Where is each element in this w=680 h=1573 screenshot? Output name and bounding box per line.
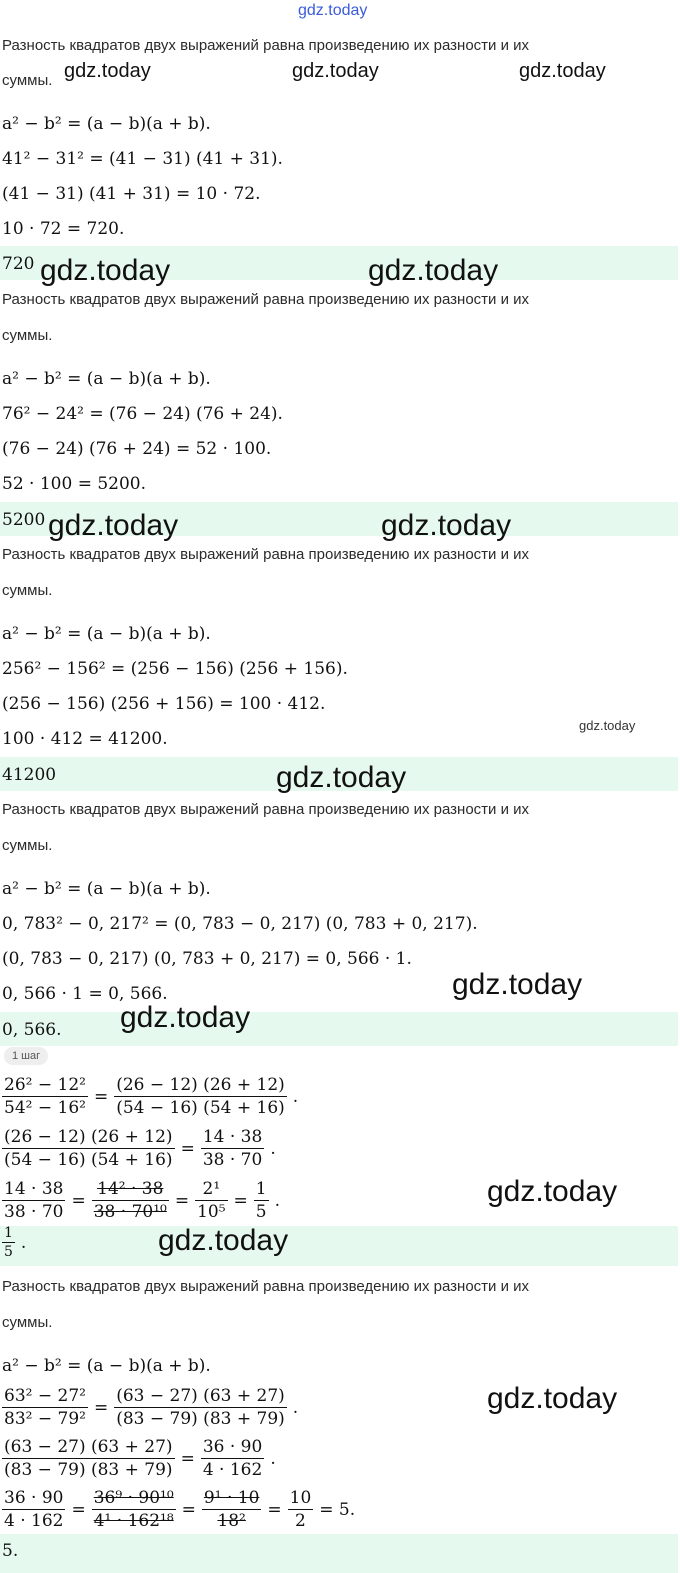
- answer-text: 41200: [2, 765, 57, 785]
- denominator: 54² − 16²: [4, 1098, 86, 1118]
- numerator: 14 · 38: [4, 1179, 64, 1199]
- fraction-row: [2, 1074, 298, 1119]
- denominator: 4¹ · 162¹⁸: [93, 1511, 174, 1531]
- period: .: [20, 1232, 27, 1253]
- denominator: 5: [4, 1244, 13, 1260]
- intro-end-text: суммы.: [2, 582, 53, 599]
- numerator: (63 − 27) (63 + 27): [4, 1437, 173, 1457]
- solution-line: (0, 783 − 0, 217) (0, 783 + 0, 217) = 0, 566 · 1.: [2, 949, 412, 969]
- period: .: [270, 1138, 276, 1159]
- denominator: (54 − 16) (54 + 16): [116, 1098, 285, 1118]
- watermark: gdz.today: [487, 1175, 618, 1208]
- solution-line: (41 − 31) (41 + 31) = 10 · 72.: [2, 184, 261, 204]
- equals-sign: =: [180, 1448, 195, 1469]
- numerator: 36⁹ · 90¹⁰: [93, 1488, 174, 1508]
- watermark: gdz.today: [381, 509, 512, 542]
- fraction: [114, 1074, 287, 1119]
- watermark: gdz.today: [40, 254, 171, 287]
- period: .: [274, 1190, 281, 1211]
- formula-line: a² − b² = (a − b)(a + b).: [2, 114, 211, 134]
- solution-line: 76² − 24² = (76 − 24) (76 + 24).: [2, 404, 283, 424]
- intro-end-text: суммы.: [2, 837, 53, 854]
- cancelled-fraction: [92, 1487, 176, 1532]
- equals-sign: =: [71, 1499, 86, 1520]
- denominator: 4 · 162: [4, 1511, 64, 1531]
- numerator: 63² − 27²: [4, 1386, 86, 1406]
- denominator: 10⁵: [197, 1202, 226, 1222]
- numerator: 2¹: [195, 1178, 227, 1201]
- watermark: gdz.today: [368, 254, 499, 287]
- watermark: gdz.today: [48, 509, 179, 542]
- watermark: gdz.today: [158, 1224, 289, 1257]
- period: .: [270, 1448, 276, 1469]
- fraction: [114, 1385, 287, 1430]
- fraction: [288, 1487, 314, 1532]
- intro-text: Разность квадратов двух выражений равна произведению их разности и их: [2, 291, 530, 308]
- fraction-row: [2, 1487, 355, 1532]
- fraction: [2, 1487, 65, 1532]
- equals-sign: =: [267, 1499, 282, 1520]
- fraction-row: [2, 1436, 276, 1481]
- solution-line: (256 − 156) (256 + 156) = 100 · 412.: [2, 694, 326, 714]
- answer-bar: [0, 1534, 678, 1573]
- fraction: [201, 1126, 264, 1171]
- numerator: 14² · 38: [92, 1178, 169, 1201]
- intro-end-text: суммы.: [2, 327, 53, 344]
- fraction: [2, 1224, 15, 1261]
- formula-line: a² − b² = (a − b)(a + b).: [2, 1356, 211, 1376]
- fraction: [254, 1178, 269, 1223]
- cancelled-fraction: [202, 1487, 261, 1532]
- answer-text: 0, 566.: [2, 1020, 62, 1040]
- fraction: [2, 1436, 175, 1481]
- numerator: 1: [4, 1225, 13, 1241]
- fraction-row: [2, 1385, 298, 1430]
- denominator: 83² − 79²: [4, 1409, 86, 1429]
- formula-line: a² − b² = (a − b)(a + b).: [2, 879, 211, 899]
- equals-sign: =: [174, 1190, 190, 1211]
- numerator: 26² − 12²: [4, 1075, 86, 1095]
- intro-text: Разность квадратов двух выражений равна произведению их разности и их: [2, 1278, 530, 1295]
- answer-text: 720: [2, 254, 35, 274]
- solution-line: 0, 566 · 1 = 0, 566.: [2, 984, 168, 1004]
- fraction-row: [2, 1126, 276, 1171]
- solution-line: 100 · 412 = 41200.: [2, 729, 168, 749]
- denominator: 4 · 162: [202, 1460, 263, 1480]
- denominator: 38 · 70¹⁰: [93, 1202, 167, 1222]
- answer-text: 5.: [2, 1541, 19, 1561]
- period: .: [292, 1397, 299, 1418]
- intro-end-text: суммы.: [2, 1314, 53, 1331]
- fraction: [2, 1074, 88, 1119]
- equals-sign: =: [233, 1190, 248, 1211]
- denominator: (54 − 16) (54 + 16): [4, 1150, 173, 1170]
- numerator: 10: [289, 1488, 312, 1508]
- cancelled-fraction: [92, 1178, 169, 1223]
- fraction: [2, 1178, 65, 1223]
- fraction: [2, 1385, 88, 1430]
- numerator: (26 − 12) (26 + 12): [116, 1075, 285, 1095]
- numerator: 9¹ · 10: [203, 1488, 260, 1508]
- equals-sign: =: [93, 1397, 109, 1418]
- solution-line: 52 · 100 = 5200.: [2, 474, 147, 494]
- formula-line: a² − b² = (a − b)(a + b).: [2, 624, 211, 644]
- numerator: (26 − 12) (26 + 12): [4, 1127, 173, 1147]
- intro-text: Разность квадратов двух выражений равна произведению их разности и их: [2, 801, 530, 818]
- formula-line: a² − b² = (a − b)(a + b).: [2, 369, 211, 389]
- denominator: 2: [295, 1511, 306, 1531]
- watermark: gdz.today: [292, 60, 379, 82]
- denominator: (83 − 79) (83 + 79): [4, 1460, 173, 1480]
- watermark: gdz.today: [519, 60, 606, 82]
- watermark: gdz.today: [579, 718, 636, 733]
- denominator: 38 · 70: [202, 1150, 263, 1170]
- period: .: [292, 1086, 299, 1107]
- answer-bar: [0, 1226, 678, 1266]
- numerator: 36 · 90: [4, 1488, 64, 1508]
- intro-end-text: суммы.: [2, 72, 53, 89]
- numerator: 1: [255, 1179, 267, 1199]
- top-watermark: gdz.today: [298, 2, 368, 19]
- step-label: 1 шаг: [4, 1047, 48, 1065]
- watermark: gdz.today: [120, 1001, 251, 1034]
- solution-line: (76 − 24) (76 + 24) = 52 · 100.: [2, 439, 272, 459]
- result: = 5.: [319, 1499, 356, 1520]
- answer-text: 5200: [2, 510, 46, 530]
- solution-line: 256² − 156² = (256 − 156) (256 + 156).: [2, 659, 348, 679]
- solution-line: 10 · 72 = 720.: [2, 219, 125, 239]
- fraction: [201, 1436, 264, 1481]
- equals-sign: =: [181, 1499, 196, 1520]
- fraction-row: [2, 1178, 280, 1223]
- intro-text: Разность квадратов двух выражений равна произведению их разности и их: [2, 546, 530, 563]
- fraction: [195, 1178, 227, 1223]
- numerator: 14 · 38: [202, 1127, 263, 1147]
- denominator: (83 − 79) (83 + 79): [116, 1409, 285, 1429]
- fraction: [2, 1126, 175, 1171]
- equals-sign: =: [93, 1086, 109, 1107]
- numerator: 36 · 90: [202, 1437, 263, 1457]
- watermark: gdz.today: [276, 761, 407, 794]
- numerator: (63 − 27) (63 + 27): [116, 1386, 285, 1406]
- denominator: 18²: [217, 1511, 246, 1531]
- watermark: gdz.today: [64, 60, 151, 82]
- equals-sign: =: [180, 1138, 195, 1159]
- answer-fraction: [2, 1224, 26, 1261]
- watermark: gdz.today: [452, 968, 583, 1001]
- answer-bar: [0, 1012, 678, 1046]
- denominator: 5: [255, 1202, 267, 1222]
- solution-line: 0, 783² − 0, 217² = (0, 783 − 0, 217) (0, 783 + 0, 217).: [2, 914, 478, 934]
- watermark: gdz.today: [487, 1382, 618, 1415]
- solution-line: 41² − 31² = (41 − 31) (41 + 31).: [2, 149, 283, 169]
- intro-text: Разность квадратов двух выражений равна произведению их разности и их: [2, 37, 530, 54]
- denominator: 38 · 70: [4, 1202, 64, 1222]
- equals-sign: =: [71, 1190, 86, 1211]
